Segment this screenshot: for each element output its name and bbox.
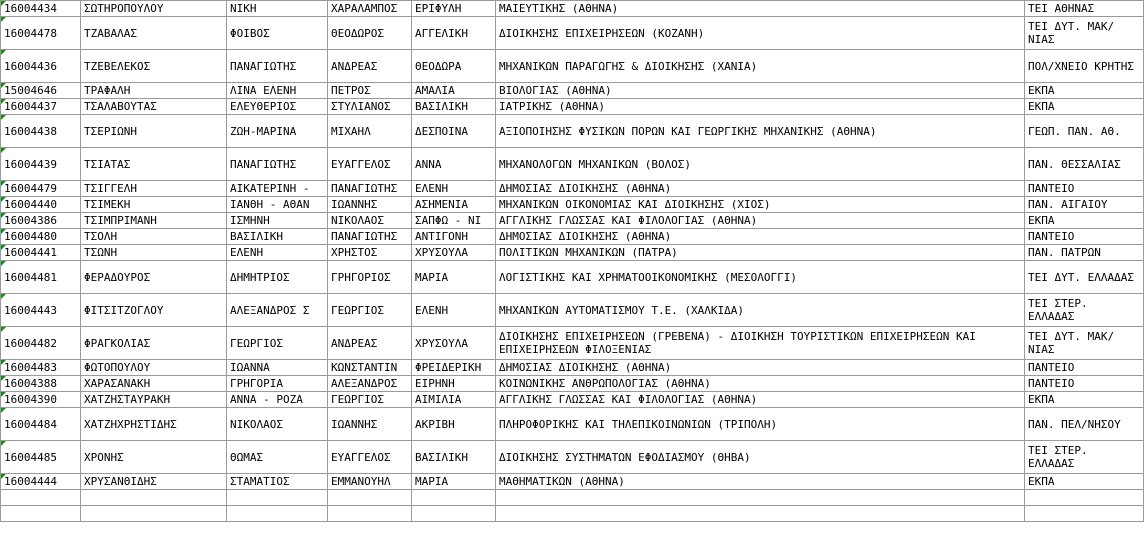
cell-department[interactable]: ΔΙΟΙΚΗΣΗΣ ΕΠΙΧΕΙΡΗΣΕΩΝ (ΓΡΕΒΕΝΑ) - ΔΙΟΙΚΗΣΗ ΤΟΥΡΙΣΤΙΚΩΝ ΕΠΙΧΕΙΡΗΣΕΩΝ ΚΑΙ ΕΠΙΧΕΙΡΗΣΕΩΝ ΦΙΛΟΞΕΝΙΑΣ <box>496 327 1025 360</box>
cell-institution[interactable]: ΕΚΠΑ <box>1025 213 1144 229</box>
cell-id[interactable]: 16004434 <box>1 1 81 17</box>
cell-department[interactable]: ΔΙΟΙΚΗΣΗΣ ΕΠΙΧΕΙΡΗΣΕΩΝ (ΚΟΖΑΝΗ) <box>496 17 1025 50</box>
cell-id[interactable]: 16004390 <box>1 392 81 408</box>
cell-id[interactable]: 16004481 <box>1 261 81 294</box>
cell-id[interactable]: 16004483 <box>1 360 81 376</box>
cell-id[interactable]: 16004386 <box>1 213 81 229</box>
cell-surname[interactable]: ΦΕΡΑΔΟΥΡΟΣ <box>81 261 227 294</box>
cell-father-name[interactable]: ΓΡΗΓΟΡΙΟΣ <box>328 261 412 294</box>
cell-id[interactable]: 16004438 <box>1 115 81 148</box>
cell-name[interactable]: ΑΝΝΑ - ΡΟΖΑ <box>227 392 328 408</box>
cell-name[interactable]: ΦΟΙΒΟΣ <box>227 17 328 50</box>
empty-cell[interactable] <box>81 506 227 522</box>
cell-institution[interactable]: ΠΑΝ. ΠΑΤΡΩΝ <box>1025 245 1144 261</box>
empty-cell[interactable] <box>227 506 328 522</box>
cell-name[interactable]: ΖΩΗ-ΜΑΡΙΝΑ <box>227 115 328 148</box>
empty-cell[interactable] <box>328 506 412 522</box>
table-row <box>1 1 1144 17</box>
empty-cell[interactable] <box>412 506 496 522</box>
empty-cell[interactable] <box>496 506 1025 522</box>
cell-institution[interactable]: ΤΕΙ ΔΥΤ. ΜΑΚ/ΝΙΑΣ <box>1025 17 1144 50</box>
cell-mother-name[interactable]: ΑΣΗΜΕΝΙΑ <box>412 197 496 213</box>
cell-mother-name[interactable]: ΑΜΑΛΙΑ <box>412 83 496 99</box>
cell-surname[interactable]: ΦΡΑΓΚΟΛΙΑΣ <box>81 327 227 360</box>
cell-surname[interactable]: ΤΣΕΡΙΩΝΗ <box>81 115 227 148</box>
cell-mother-name[interactable]: ΣΑΠΦΩ - ΝΙ <box>412 213 496 229</box>
table-row <box>1 115 1144 148</box>
cell-id[interactable]: 16004484 <box>1 408 81 441</box>
cell-institution[interactable]: ΠΑΝΤΕΙΟ <box>1025 181 1144 197</box>
cell-institution[interactable]: ΠΑΝΤΕΙΟ <box>1025 360 1144 376</box>
cell-father-name[interactable]: ΠΑΝΑΓΙΩΤΗΣ <box>328 229 412 245</box>
table-row <box>1 261 1144 294</box>
cell-surname[interactable]: ΤΖΕΒΕΛΕΚΟΣ <box>81 50 227 83</box>
cell-father-name[interactable]: ΠΕΤΡΟΣ <box>328 83 412 99</box>
cell-department[interactable]: ΔΗΜΟΣΙΑΣ ΔΙΟΙΚΗΣΗΣ (ΑΘΗΝΑ) <box>496 181 1025 197</box>
cell-father-name[interactable]: ΑΛΕΞΑΝΔΡΟΣ <box>328 376 412 392</box>
cell-surname[interactable]: ΧΑΤΖΗΧΡΗΣΤΙΔΗΣ <box>81 408 227 441</box>
cell-father-name[interactable]: ΣΤΥΛΙΑΝΟΣ <box>328 99 412 115</box>
table-row <box>1 327 1144 360</box>
table-row <box>1 229 1144 245</box>
cell-institution[interactable]: ΓΕΩΠ. ΠΑΝ. ΑΘ. <box>1025 115 1144 148</box>
cell-department[interactable]: ΠΛΗΡΟΦΟΡΙΚΗΣ ΚΑΙ ΤΗΛΕΠΙΚΟΙΝΩΝΙΩΝ (ΤΡΙΠΟΛΗ) <box>496 408 1025 441</box>
cell-mother-name[interactable]: ΒΑΣΙΛΙΚΗ <box>412 441 496 474</box>
cell-surname[interactable]: ΣΩΤΗΡΟΠΟΥΛΟΥ <box>81 1 227 17</box>
cell-mother-name[interactable]: ΑΙΜΙΛΙΑ <box>412 392 496 408</box>
cell-department[interactable]: ΚΟΙΝΩΝΙΚΗΣ ΑΝΘΡΩΠΟΛΟΓΙΑΣ (ΑΘΗΝΑ) <box>496 376 1025 392</box>
cell-surname[interactable]: ΤΖΑΒΑΛΑΣ <box>81 17 227 50</box>
table-row <box>1 148 1144 181</box>
cell-surname[interactable]: ΤΣΙΜΕΚΗ <box>81 197 227 213</box>
cell-name[interactable]: ΕΛΕΥΘΕΡΙΟΣ <box>227 99 328 115</box>
table-row <box>1 213 1144 229</box>
cell-name[interactable]: ΒΑΣΙΛΙΚΗ <box>227 229 328 245</box>
cell-institution[interactable]: ΕΚΠΑ <box>1025 99 1144 115</box>
cell-id[interactable]: 16004443 <box>1 294 81 327</box>
table-row <box>1 474 1144 490</box>
empty-row <box>1 490 1144 506</box>
cell-department[interactable]: ΜΑΙΕΥΤΙΚΗΣ (ΑΘΗΝΑ) <box>496 1 1025 17</box>
cell-id[interactable]: 15004646 <box>1 83 81 99</box>
cell-name[interactable]: ΠΑΝΑΓΙΩΤΗΣ <box>227 148 328 181</box>
cell-father-name[interactable]: ΑΝΔΡΕΑΣ <box>328 327 412 360</box>
cell-institution[interactable]: ΕΚΠΑ <box>1025 392 1144 408</box>
spreadsheet-body <box>1 1 1144 522</box>
cell-id[interactable]: 16004485 <box>1 441 81 474</box>
cell-mother-name[interactable]: ΧΡΥΣΟΥΛΑ <box>412 327 496 360</box>
cell-surname[interactable]: ΧΑΡΑΣΑΝΑΚΗ <box>81 376 227 392</box>
table-row <box>1 99 1144 115</box>
cell-mother-name[interactable]: ΘΕΟΔΩΡΑ <box>412 50 496 83</box>
table-row <box>1 245 1144 261</box>
cell-id[interactable]: 16004480 <box>1 229 81 245</box>
cell-surname[interactable]: ΦΩΤΟΠΟΥΛΟΥ <box>81 360 227 376</box>
cell-mother-name[interactable]: ΑΝΤΙΓΟΝΗ <box>412 229 496 245</box>
cell-surname[interactable]: ΤΣΑΛΑΒΟΥΤΑΣ <box>81 99 227 115</box>
cell-department[interactable]: ΙΑΤΡΙΚΗΣ (ΑΘΗΝΑ) <box>496 99 1025 115</box>
cell-name[interactable]: ΙΣΜΗΝΗ <box>227 213 328 229</box>
table-row <box>1 197 1144 213</box>
cell-father-name[interactable]: ΠΑΝΑΓΙΩΤΗΣ <box>328 181 412 197</box>
cell-surname[interactable]: ΤΣΙΜΠΡΙΜΑΝΗ <box>81 213 227 229</box>
empty-cell[interactable] <box>1025 490 1144 506</box>
cell-father-name[interactable]: ΚΩΝΣΤΑΝΤΙΝ <box>328 360 412 376</box>
cell-department[interactable]: ΛΟΓΙΣΤΙΚΗΣ ΚΑΙ ΧΡΗΜΑΤΟΟΙΚΟΝΟΜΙΚΗΣ (ΜΕΣΟΛΟΓΓΙ) <box>496 261 1025 294</box>
cell-institution[interactable]: ΤΕΙ ΔΥΤ. ΕΛΛΑΔΑΣ <box>1025 261 1144 294</box>
cell-father-name[interactable]: ΝΙΚΟΛΑΟΣ <box>328 213 412 229</box>
cell-department[interactable]: ΑΓΓΛΙΚΗΣ ΓΛΩΣΣΑΣ ΚΑΙ ΦΙΛΟΛΟΓΙΑΣ (ΑΘΗΝΑ) <box>496 213 1025 229</box>
cell-surname[interactable]: ΤΣΟΛΗ <box>81 229 227 245</box>
cell-institution[interactable]: ΠΑΝ. ΠΕΛ/ΝΗΣΟΥ <box>1025 408 1144 441</box>
cell-id[interactable]: 16004441 <box>1 245 81 261</box>
cell-father-name[interactable]: ΑΝΔΡΕΑΣ <box>328 50 412 83</box>
empty-cell[interactable] <box>1 506 81 522</box>
cell-mother-name[interactable]: ΑΓΓΕΛΙΚΗ <box>412 17 496 50</box>
empty-cell[interactable] <box>1025 506 1144 522</box>
table-row <box>1 392 1144 408</box>
cell-institution[interactable]: ΠΑΝ. ΑΙΓΑΙΟΥ <box>1025 197 1144 213</box>
cell-father-name[interactable]: ΧΑΡΑΛΑΜΠΟΣ <box>328 1 412 17</box>
cell-id[interactable]: 16004437 <box>1 99 81 115</box>
cell-mother-name[interactable]: ΒΑΣΙΛΙΚΗ <box>412 99 496 115</box>
cell-father-name[interactable]: ΕΥΑΓΓΕΛΟΣ <box>328 148 412 181</box>
cell-institution[interactable]: ΠΟΛ/ΧΝΕΙΟ ΚΡΗΤΗΣ <box>1025 50 1144 83</box>
cell-father-name[interactable]: ΜΙΧΑΗΛ <box>328 115 412 148</box>
cell-surname[interactable]: ΧΑΤΖΗΣΤΑΥΡΑΚΗ <box>81 392 227 408</box>
cell-mother-name[interactable]: ΑΝΝΑ <box>412 148 496 181</box>
cell-name[interactable]: ΙΑΝΘΗ - ΑΘΑΝ <box>227 197 328 213</box>
cell-mother-name[interactable]: ΧΡΥΣΟΥΛΑ <box>412 245 496 261</box>
cell-father-name[interactable]: ΓΕΩΡΓΙΟΣ <box>328 294 412 327</box>
cell-name[interactable]: ΑΙΚΑΤΕΡΙΝΗ - <box>227 181 328 197</box>
cell-name[interactable]: ΝΙΚΗ <box>227 1 328 17</box>
empty-cell[interactable] <box>1 490 81 506</box>
cell-surname[interactable]: ΤΣΙΓΓΕΛΗ <box>81 181 227 197</box>
cell-father-name[interactable]: ΕΥΑΓΓΕΛΟΣ <box>328 441 412 474</box>
cell-mother-name[interactable]: ΕΛΕΝΗ <box>412 181 496 197</box>
cell-surname[interactable]: ΦΙΤΣΙΤΖΟΓΛΟΥ <box>81 294 227 327</box>
cell-father-name[interactable]: ΓΕΩΡΓΙΟΣ <box>328 392 412 408</box>
cell-institution[interactable]: ΠΑΝΤΕΙΟ <box>1025 229 1144 245</box>
empty-cell[interactable] <box>227 490 328 506</box>
cell-department[interactable]: ΜΑΘΗΜΑΤΙΚΩΝ (ΑΘΗΝΑ) <box>496 474 1025 490</box>
cell-institution[interactable]: ΤΕΙ ΣΤΕΡ. ΕΛΛΑΔΑΣ <box>1025 441 1144 474</box>
cell-institution[interactable]: ΤΕΙ ΔΥΤ. ΜΑΚ/ΝΙΑΣ <box>1025 327 1144 360</box>
cell-name[interactable]: ΕΛΕΝΗ <box>227 245 328 261</box>
cell-name[interactable]: ΓΕΩΡΓΙΟΣ <box>227 327 328 360</box>
cell-father-name[interactable]: ΙΩΑΝΝΗΣ <box>328 197 412 213</box>
table-row <box>1 376 1144 392</box>
cell-department[interactable]: ΜΗΧΑΝΙΚΩΝ ΠΑΡΑΓΩΓΗΣ & ΔΙΟΙΚΗΣΗΣ (ΧΑΝΙΑ) <box>496 50 1025 83</box>
table-row <box>1 441 1144 474</box>
cell-department[interactable]: ΔΗΜΟΣΙΑΣ ΔΙΟΙΚΗΣΗΣ (ΑΘΗΝΑ) <box>496 360 1025 376</box>
table-row <box>1 181 1144 197</box>
cell-institution[interactable]: ΕΚΠΑ <box>1025 83 1144 99</box>
cell-id[interactable]: 16004478 <box>1 17 81 50</box>
table-row <box>1 408 1144 441</box>
cell-id[interactable]: 16004388 <box>1 376 81 392</box>
empty-cell[interactable] <box>81 490 227 506</box>
cell-id[interactable]: 16004479 <box>1 181 81 197</box>
table-row <box>1 83 1144 99</box>
cell-id[interactable]: 16004440 <box>1 197 81 213</box>
table-row <box>1 50 1144 83</box>
cell-father-name[interactable]: ΙΩΑΝΝΗΣ <box>328 408 412 441</box>
table-row <box>1 360 1144 376</box>
cell-department[interactable]: ΜΗΧΑΝΟΛΟΓΩΝ ΜΗΧΑΝΙΚΩΝ (ΒΟΛΟΣ) <box>496 148 1025 181</box>
cell-surname[interactable]: ΤΣΩΝΗ <box>81 245 227 261</box>
cell-mother-name[interactable]: ΑΚΡΙΒΗ <box>412 408 496 441</box>
cell-institution[interactable]: ΠΑΝΤΕΙΟ <box>1025 376 1144 392</box>
empty-cell[interactable] <box>496 490 1025 506</box>
table-row <box>1 17 1144 50</box>
cell-institution[interactable]: ΤΕΙ ΣΤΕΡ. ΕΛΛΑΔΑΣ <box>1025 294 1144 327</box>
cell-department[interactable]: ΑΞΙΟΠΟΙΗΣΗΣ ΦΥΣΙΚΩΝ ΠΟΡΩΝ ΚΑΙ ΓΕΩΡΓΙΚΗΣ ΜΗΧΑΝΙΚΗΣ (ΑΘΗΝΑ) <box>496 115 1025 148</box>
table-row <box>1 294 1144 327</box>
cell-surname[interactable]: ΧΡΟΝΗΣ <box>81 441 227 474</box>
cell-mother-name[interactable]: ΕΙΡΗΝΗ <box>412 376 496 392</box>
cell-department[interactable]: ΜΗΧΑΝΙΚΩΝ ΑΥΤΟΜΑΤΙΣΜΟΥ Τ.Ε. (ΧΑΛΚΙΔΑ) <box>496 294 1025 327</box>
cell-department[interactable]: ΑΓΓΛΙΚΗΣ ΓΛΩΣΣΑΣ ΚΑΙ ΦΙΛΟΛΟΓΙΑΣ (ΑΘΗΝΑ) <box>496 392 1025 408</box>
cell-name[interactable]: ΙΩΑΝΝΑ <box>227 360 328 376</box>
cell-id[interactable]: 16004482 <box>1 327 81 360</box>
cell-mother-name[interactable]: ΦΡΕΙΔΕΡΙΚΗ <box>412 360 496 376</box>
cell-name[interactable]: ΔΗΜΗΤΡΙΟΣ <box>227 261 328 294</box>
cell-name[interactable]: ΓΡΗΓΟΡΙΑ <box>227 376 328 392</box>
cell-department[interactable]: ΠΟΛΙΤΙΚΩΝ ΜΗΧΑΝΙΚΩΝ (ΠΑΤΡΑ) <box>496 245 1025 261</box>
cell-surname[interactable]: ΤΣΙΑΤΑΣ <box>81 148 227 181</box>
cell-name[interactable]: ΝΙΚΟΛΑΟΣ <box>227 408 328 441</box>
cell-name[interactable]: ΛΙΝΑ ΕΛΕΝΗ <box>227 83 328 99</box>
cell-name[interactable]: ΣΤΑΜΑΤΙΟΣ <box>227 474 328 490</box>
cell-father-name[interactable]: ΘΕΟΔΩΡΟΣ <box>328 17 412 50</box>
cell-mother-name[interactable]: ΕΡΙΦΥΛΗ <box>412 1 496 17</box>
empty-cell[interactable] <box>412 490 496 506</box>
cell-name[interactable]: ΑΛΕΞΑΝΔΡΟΣ Σ <box>227 294 328 327</box>
empty-row <box>1 506 1144 522</box>
cell-surname[interactable]: ΧΡΥΣΑΝΘΙΔΗΣ <box>81 474 227 490</box>
cell-department[interactable]: ΜΗΧΑΝΙΚΩΝ ΟΙΚΟΝΟΜΙΑΣ ΚΑΙ ΔΙΟΙΚΗΣΗΣ (ΧΙΟΣ) <box>496 197 1025 213</box>
cell-id[interactable]: 16004436 <box>1 50 81 83</box>
cell-surname[interactable]: ΤΡΑΦΑΛΗ <box>81 83 227 99</box>
cell-department[interactable]: ΔΙΟΙΚΗΣΗΣ ΣΥΣΤΗΜΑΤΩΝ ΕΦΟΔΙΑΣΜΟΥ (ΘΗΒΑ) <box>496 441 1025 474</box>
cell-id[interactable]: 16004444 <box>1 474 81 490</box>
cell-mother-name[interactable]: ΜΑΡΙΑ <box>412 474 496 490</box>
cell-mother-name[interactable]: ΔΕΣΠΟΙΝΑ <box>412 115 496 148</box>
cell-id[interactable]: 16004439 <box>1 148 81 181</box>
cell-institution[interactable]: ΤΕΙ ΑΘΗΝΑΣ <box>1025 1 1144 17</box>
cell-father-name[interactable]: ΕΜΜΑΝΟΥΗΛ <box>328 474 412 490</box>
cell-department[interactable]: ΒΙΟΛΟΓΙΑΣ (ΑΘΗΝΑ) <box>496 83 1025 99</box>
cell-name[interactable]: ΘΩΜΑΣ <box>227 441 328 474</box>
cell-institution[interactable]: ΠΑΝ. ΘΕΣΣΑΛΙΑΣ <box>1025 148 1144 181</box>
cell-mother-name[interactable]: ΜΑΡΙΑ <box>412 261 496 294</box>
cell-department[interactable]: ΔΗΜΟΣΙΑΣ ΔΙΟΙΚΗΣΗΣ (ΑΘΗΝΑ) <box>496 229 1025 245</box>
cell-name[interactable]: ΠΑΝΑΓΙΩΤΗΣ <box>227 50 328 83</box>
cell-institution[interactable]: ΕΚΠΑ <box>1025 474 1144 490</box>
cell-father-name[interactable]: ΧΡΗΣΤΟΣ <box>328 245 412 261</box>
empty-cell[interactable] <box>328 490 412 506</box>
cell-mother-name[interactable]: ΕΛΕΝΗ <box>412 294 496 327</box>
